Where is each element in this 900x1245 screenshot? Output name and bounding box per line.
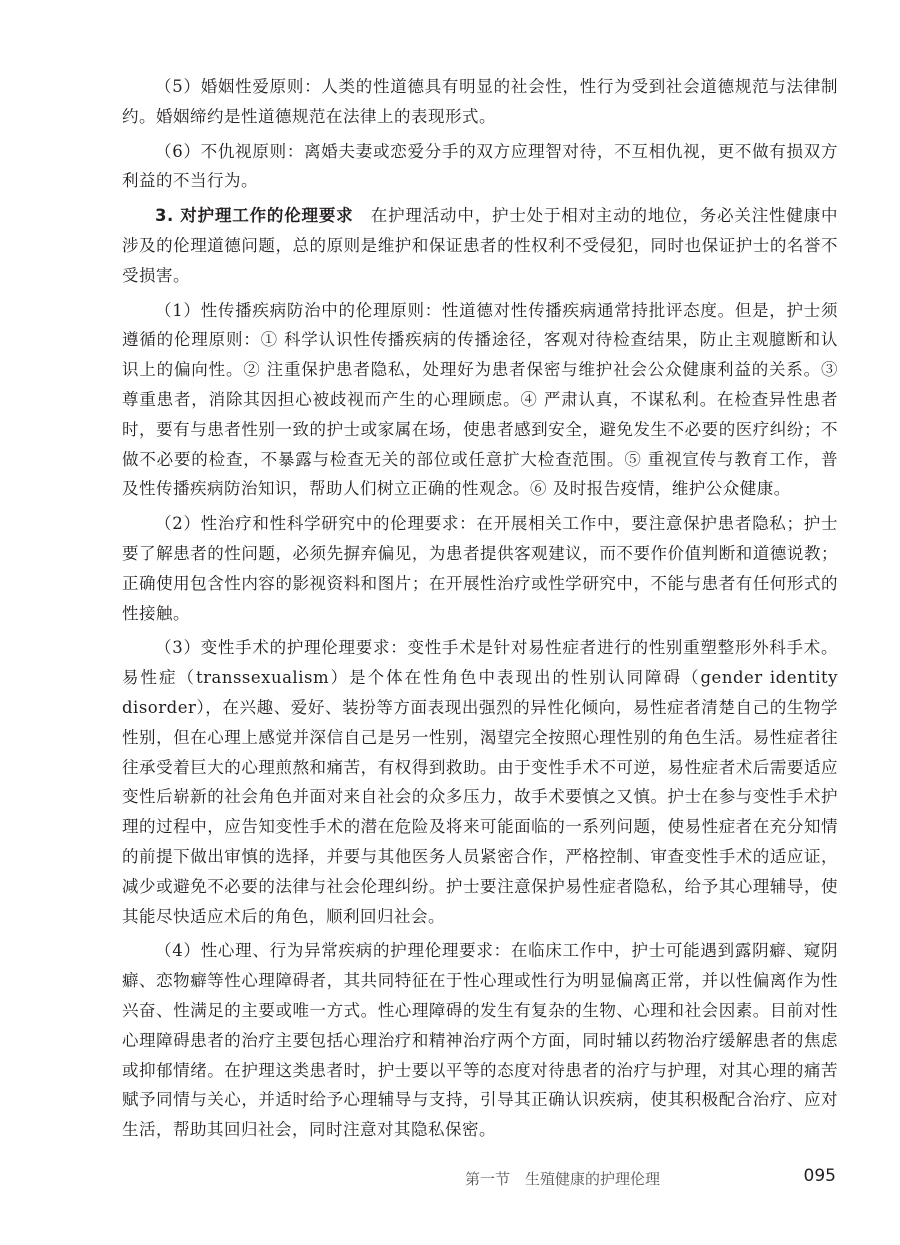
paragraph-text: （6）不仇视原则：离婚夫妻或恋爱分手的双方应理智对待，不互相仇视，更不做有损双方利益的不当行为。	[122, 141, 838, 191]
paragraph-sex-therapy-research	[122, 509, 838, 628]
paragraph-text: （3）变性手术的护理伦理要求：变性手术是针对易性症者进行的性别重塑整形外科手术。易性症（transsexualism）是个体在性角色中表现出的性别认同障碍（gender identity disorder），在兴趣、爱好、装扮等方面表现出强烈的异性化倾向，易性症者清楚自己的生物学性别，但在心理上感觉并深信自己是另一性别，渴望完全按照心理性别的角色生活。易性症者往往承受着巨大的心理煎熬和痛苦，有权得到救助。由于变性手术不可逆，易性症者术后需要适应变性后崭新的社会角色并面对来自社会的众多压力，故手术要慎之又慎。护士在参与变性手术护理的过程中，应告知变性手术的潜在危险及将来可能面临的一系列问题，使易性症者在充分知情的前提下做出审慎的选择，并要与其他医务人员紧密合作，严格控制、审查变性手术的适应证，减少或避免不必要的法律与社会伦理纠纷。护士要注意保护易性症者隐私，给予其心理辅导，使其能尽快适应术后的角色，顺利回归社会。	[122, 638, 838, 926]
paragraph-text: （2）性治疗和性科学研究中的伦理要求：在开展相关工作中，要注意保护患者隐私；护士要了解患者的性问题，必须先摒弃偏见，为患者提供客观建议，而不要作价值判断和道德说教；正确使用包含性内容的影视资料和图片；在开展性治疗或性学研究中，不能与患者有任何形式的性接触。	[122, 514, 838, 623]
running-section-title: 第一节 生殖健康的护理伦理	[464, 1170, 660, 1188]
paragraph-text: 在护理活动中，护士处于相对主动的地位，务必关注性健康中涉及的伦理道德问题，总的原则是维护和保证患者的性权利不受侵犯，同时也保证护士的名誉不受损害。	[122, 206, 839, 285]
paragraph-text: （4）性心理、行为异常疾病的护理伦理要求：在临床工作中，护士可能遇到露阴癖、窥阴癖、恋物癖等性心理障碍者，其共同特征在于性心理或性行为明显偏离正常，并以性偏离作为性兴奋、性满足的主要或唯一方式。性心理障碍的发生有复杂的生物、心理和社会因素。目前对性心理障碍患者的治疗主要包括心理治疗和精神治疗两个方面，同时辅以药物治疗缓解患者的焦虑或抑郁情绪。在护理这类患者时，护士要以平等的态度对待患者的治疗与护理，对其心理的痛苦赋予同情与关心，并适时给予心理辅导与支持，引导其正确认识疾病，使其积极配合治疗、应对生活，帮助其回归社会，同时注意对其隐私保密。	[122, 941, 838, 1140]
paragraph-std-prevention	[122, 296, 838, 505]
page-number: 095	[803, 1166, 836, 1186]
section-heading: 3. 对护理工作的伦理要求	[155, 206, 354, 226]
paragraph-psychosexual-disorders	[122, 936, 838, 1145]
paragraph-no-hostility-principle	[122, 137, 838, 197]
body-text	[122, 72, 838, 1150]
paragraph-text: （1）性传播疾病防治中的伦理原则：性道德对性传播疾病通常持批评态度。但是，护士须遵循的伦理原则：① 科学认识性传播疾病的传播途径，客观对待检查结果，防止主观臆断和认识上的偏向性。② 注重保护患者隐私，处理好为患者保密与维护社会公众健康利益的关系。③ 尊重患者，消除其因担心被歧视而产生的心理顾虑。④ 严肃认真，不谋私利。在检查异性患者时，要有与患者性别一致的护士或家属在场，使患者感到安全，避免发生不必要的医疗纠纷；不做不必要的检查，不暴露与检查无关的部位或任意扩大检查范围。⑤ 重视宣传与教育工作，普及性传播疾病防治知识，帮助人们树立正确的性观念。⑥ 及时报告疫情，维护公众健康。	[122, 300, 838, 499]
paragraph-nursing-requirements	[122, 201, 838, 290]
paragraph-marriage-principle	[122, 72, 838, 132]
paragraph-gender-surgery	[122, 633, 838, 931]
paragraph-text: （5）婚姻性爱原则：人类的性道德具有明显的社会性，性行为受到社会道德规范与法律制约。婚姻缔约是性道德规范在法律上的表现形式。	[122, 77, 838, 126]
page-footer	[122, 1166, 838, 1190]
